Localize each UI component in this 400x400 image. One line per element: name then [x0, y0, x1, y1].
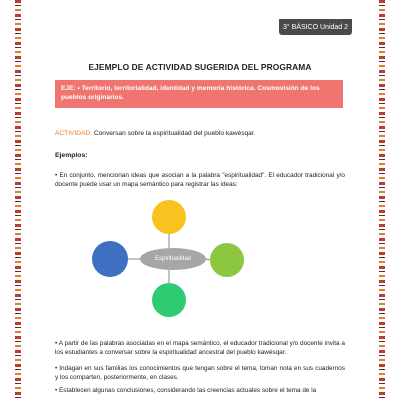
semantic-map-circle-left [92, 241, 128, 277]
paragraph-family-research: • Indagan en sus familias los conocimientos que tengan sobre el tema, toman nota en sus cuadernos y los comparten, posteriormente, en clases. [55, 365, 345, 381]
examples-heading: Ejemplos: [55, 152, 88, 159]
axis-text: EJE: • Territorio, territorialidad, identidad y memoria histórica. Cosmovisión de los pueblos originarios. [61, 85, 320, 101]
axis-box [55, 80, 343, 108]
activity-text: Conversan sobre la espiritualidad del pueblo kawésqar. [93, 130, 256, 137]
paragraph-conclusions: • Establecen algunas conclusiones, considerando las creencias actuales sobre el tema de la [55, 387, 317, 394]
semantic-map-circle-top [152, 200, 186, 234]
right-decorative-border [379, 0, 385, 400]
activity-label: ACTIVIDAD: [55, 130, 93, 137]
semantic-map-circle-bottom [152, 283, 186, 317]
unit-tab: 3° BÁSICO Unidad 2 [279, 19, 352, 35]
page-title: EJEMPLO DE ACTIVIDAD SUGERIDA DEL PROGRAMA [88, 62, 312, 72]
paragraph-conversation: • A partir de las palabras asociadas en el mapa semántico, el educador tradicional y/o docente invita a los estudiantes a conversar sobre la espiritualidad ancestral del pueblo kawésqar. [55, 340, 345, 356]
semantic-map-center: Espiritualidad [140, 248, 206, 270]
semantic-map [80, 196, 320, 326]
left-decorative-border [15, 0, 21, 400]
semantic-map-circle-right [210, 243, 244, 277]
paragraph-intro: • En conjunto, mencionan ideas que asocian a la palabra "espiritualidad". El educador tradicional y/o docente puede usar un mapa semántico para registrar las ideas: [55, 172, 345, 188]
activity-line [55, 130, 256, 137]
